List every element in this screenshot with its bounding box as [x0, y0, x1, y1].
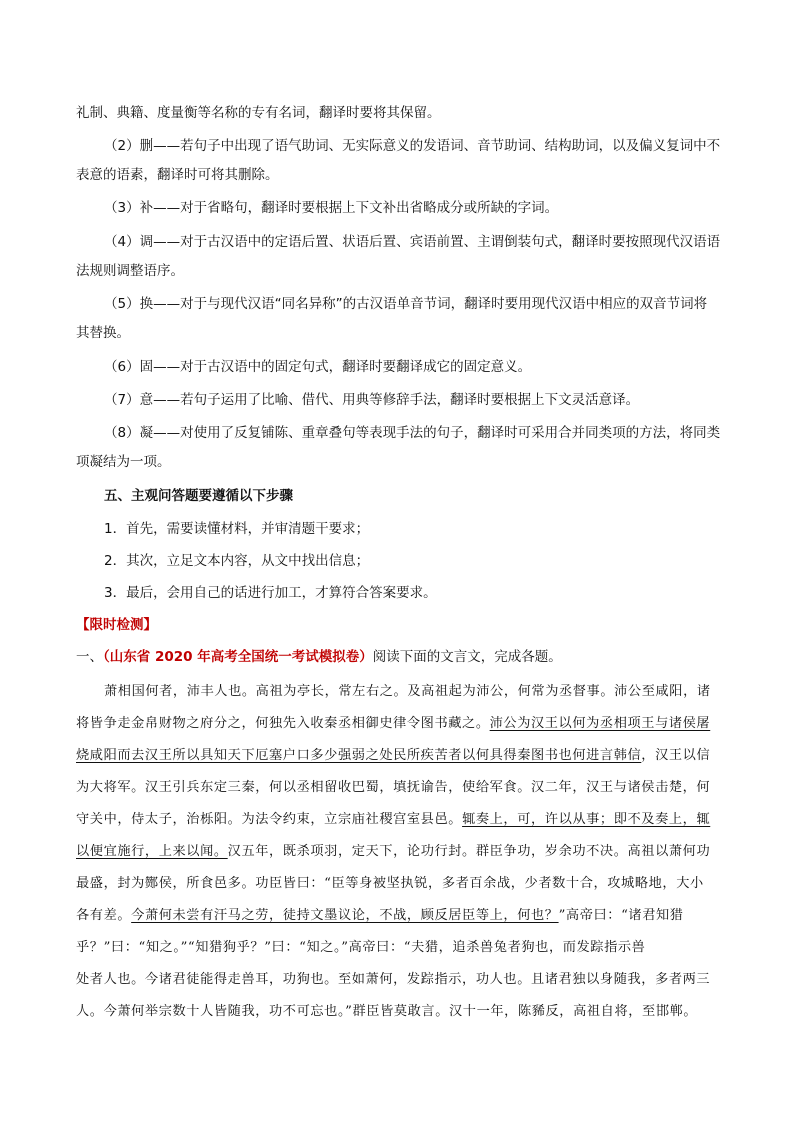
question-prefix: 一、 [76, 649, 103, 665]
question-source: （山东省 2020 年高考全国统一考试模拟卷） [103, 649, 373, 665]
note-line: 其替换。 [76, 325, 130, 341]
underlined-sentence: 烧咸阳而去汉王所以具知天下厄塞户口多少强弱之处民所疾苦者以何具得秦图书也何进言韩信 [76, 748, 642, 763]
note-line: 项凝结为一项。 [76, 454, 171, 470]
passage-text: 萧相国何者，沛丰人也。高祖为亭长，常左右之。及高祖起为沛公，何常为丞督事。沛公至咸阳，诸 [104, 684, 711, 699]
passage-text: 处者人也。今诸君徒能得走兽耳，功狗也。至如萧何，发踪指示，功人也。且诸君独以身随我，多者两三 [76, 972, 711, 987]
passage-line [76, 811, 710, 829]
passage-text: 汉五年，既杀项羽，定天下，论功行封。群臣争功，岁余功不决。高祖以萧何功 [227, 844, 711, 859]
underlined-sentence: 辄奏上，可，许以从事；即不及奏上，辄 [462, 812, 711, 827]
note-line: 法规则调整语序。 [76, 263, 184, 279]
passage-line [76, 939, 645, 957]
note-line: 礼制、典籍、度量衡等名称的专有名词，翻译时要将其保留。 [76, 105, 441, 121]
underlined-sentence: 沛公为汉王以何为丞相项王与诸侯屠 [489, 716, 711, 731]
question-text: 阅读下面的文言文，完成各题。 [372, 649, 562, 665]
passage-text: 将皆争走金帛财物之府分之，何独先入收秦丞相御史律令图书藏之。 [76, 716, 490, 731]
passage-line [76, 715, 710, 733]
note-line: （7）意——若句子运用了比喻、借代、用典等修辞手法，翻译时要根据上下文灵活意译。 [104, 392, 640, 408]
passage-line [76, 875, 704, 893]
note-line: （4）调——对于古汉语中的定语后置、状语后置、宾语前置、主谓倒装句式，翻译时要按照现代汉语语 [104, 234, 721, 250]
underlined-sentence: 以便宜施行，上来以闻。 [76, 844, 228, 859]
passage-text: 最盛，封为酂侯，所食邑多。功臣皆曰：“臣等身被坚执锐，多者百余战，少者数十合，攻城略地，大小 [76, 876, 704, 891]
passage-line [76, 971, 710, 989]
passage-line [76, 747, 710, 765]
note-line: （2）删——若句子中出现了语气助词、无实际意义的发语词、音节助词、结构助词，以及偏义复词中不 [104, 138, 721, 154]
passage-text: 乎？”曰：“知之。”“知猎狗乎？”曰：“知之。”高帝曰：“夫猎，追杀兽兔者狗也，而发踪指示兽 [76, 940, 646, 955]
passage-line [76, 907, 684, 925]
note-line: （8）凝——对使用了反复铺陈、重章叠句等表现手法的句子，翻译时可采用合并同类项的方法，将同类 [104, 425, 721, 441]
note-line: （6）固——对于古汉语中的固定句式，翻译时要翻译成它的固定意义。 [104, 359, 532, 375]
underlined-sentence: 今萧何未尝有汗马之劳，徒持文墨议论，不战，顾反居臣等上，何也？ [131, 908, 559, 923]
section-heading: 五、主观问答题要遵循以下步骤 [104, 488, 293, 504]
passage-text: 为大将军。汉王引兵东定三秦，何以丞相留收巴蜀，填抚谕告，使给军食。汉二年，汉王与诸侯击楚，何 [76, 780, 711, 795]
note-line: （3）补——对于省略句，翻译时要根据上下文补出省略成分或所缺的字词。 [104, 200, 559, 216]
passage-line [76, 1003, 697, 1021]
step-item: 1．首先，需要读懂材料，并审清题干要求； [104, 521, 370, 537]
test-tag: 【限时检测】 [76, 617, 157, 633]
passage-text: 守关中，侍太子，治栎阳。为法令约束，立宗庙社稷宫室县邑。 [76, 812, 463, 827]
passage-line [104, 683, 711, 701]
note-line: 表意的语素，翻译时可将其删除。 [76, 167, 279, 183]
passage-text: ，汉王以信 [641, 748, 711, 763]
step-item: 2．其次，立足文本内容，从文中找出信息； [104, 553, 370, 569]
question-title [76, 648, 562, 666]
step-item: 3．最后，会用自己的话进行加工，才算符合答案要求。 [104, 585, 437, 601]
passage-text: 各有差。 [76, 908, 132, 923]
note-line: （5）换——对于与现代汉语“同名异称”的古汉语单音节词，翻译时要用现代汉语中相应的双音节词将 [104, 296, 708, 312]
passage-line [76, 779, 710, 797]
passage-line [76, 843, 710, 861]
passage-text: 人。今萧何举宗数十人皆随我，功不可忘也。”群臣皆莫敢言。汉十一年，陈豨反，高祖自将，至邯郸。 [76, 1004, 698, 1019]
passage-text: ”高帝曰：“诸君知猎 [558, 908, 684, 923]
